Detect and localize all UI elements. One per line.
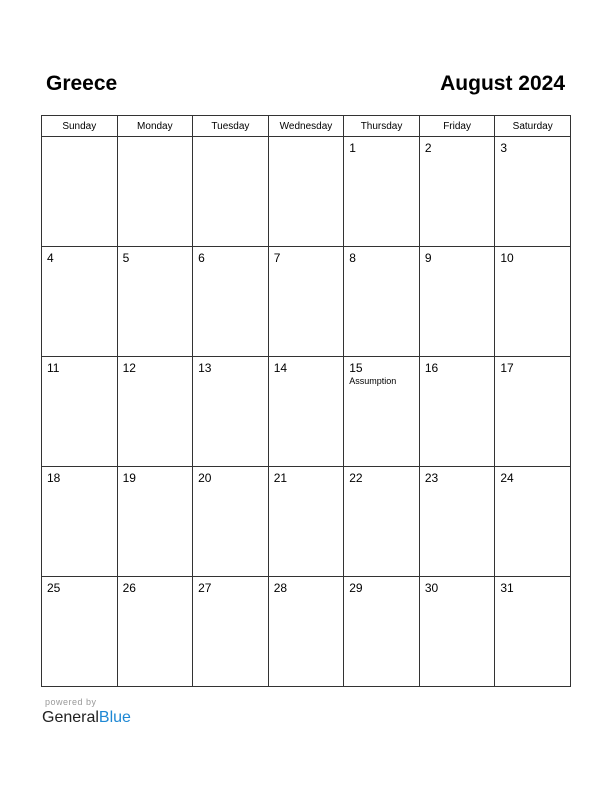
day-cell — [193, 357, 269, 467]
day-cell — [344, 357, 420, 467]
day-number: 12 — [122, 361, 136, 375]
day-cell — [419, 577, 495, 687]
day-cell — [117, 467, 193, 577]
day-cell — [268, 577, 344, 687]
day-number: 14 — [273, 361, 288, 375]
day-cell — [117, 357, 193, 467]
day-cell — [193, 577, 269, 687]
weekday-sunday: Sunday — [42, 116, 118, 137]
day-cell — [42, 247, 118, 357]
logo-blue-text: Blue — [98, 709, 131, 726]
day-cell — [419, 137, 495, 247]
day-cell — [193, 467, 269, 577]
day-number: 20 — [198, 471, 212, 485]
day-number: 19 — [122, 471, 136, 485]
day-cell — [344, 467, 420, 577]
day-number: 29 — [349, 581, 363, 595]
day-number: 5 — [122, 251, 130, 265]
day-cell — [117, 137, 193, 247]
day-cell — [419, 247, 495, 357]
holiday-label: Assumption — [349, 376, 397, 386]
day-cell — [193, 137, 269, 247]
weekday-header-row — [42, 116, 571, 137]
day-cell — [117, 247, 193, 357]
day-number — [193, 137, 268, 141]
day-cell — [495, 247, 571, 357]
day-number — [118, 137, 193, 141]
day-cell — [117, 577, 193, 687]
day-cell — [344, 577, 420, 687]
day-cell — [495, 467, 571, 577]
week-row — [42, 357, 571, 467]
weekday-wednesday: Wednesday — [268, 116, 344, 137]
day-number: 8 — [349, 251, 356, 265]
day-number: 31 — [500, 581, 514, 595]
day-cell — [344, 247, 420, 357]
day-number — [269, 137, 344, 141]
day-number: 21 — [273, 471, 288, 485]
day-number: 17 — [500, 361, 514, 375]
day-cell — [268, 357, 344, 467]
day-cell — [495, 357, 571, 467]
day-number: 26 — [122, 581, 136, 595]
day-number: 13 — [198, 361, 212, 375]
day-number: 22 — [349, 471, 363, 485]
day-number: 10 — [500, 251, 514, 265]
day-number: 1 — [349, 141, 356, 155]
day-number: 23 — [424, 471, 439, 485]
day-cell — [495, 137, 571, 247]
week-row — [42, 577, 571, 687]
day-number: 7 — [273, 251, 281, 265]
day-cell — [268, 137, 344, 247]
day-number: 6 — [198, 251, 205, 265]
day-cell — [344, 137, 420, 247]
weekday-thursday: Thursday — [344, 116, 420, 137]
weekday-saturday: Saturday — [495, 116, 571, 137]
day-number: 27 — [198, 581, 212, 595]
day-number: 9 — [424, 251, 432, 265]
month-year-title: August 2024 — [440, 72, 565, 95]
week-row — [42, 137, 571, 247]
day-number: 11 — [47, 361, 60, 375]
week-row — [42, 247, 571, 357]
day-cell — [42, 357, 118, 467]
calendar-grid — [41, 115, 571, 687]
day-cell — [268, 247, 344, 357]
country-title: Greece — [46, 72, 118, 95]
day-number: 30 — [424, 581, 439, 595]
day-cell — [268, 467, 344, 577]
day-number: 4 — [47, 251, 54, 265]
week-row — [42, 467, 571, 577]
day-cell — [42, 577, 118, 687]
day-cell — [42, 137, 118, 247]
day-cell — [419, 357, 495, 467]
powered-by-text: powered by — [45, 697, 97, 707]
weekday-monday: Monday — [117, 116, 193, 137]
day-cell — [495, 577, 571, 687]
weekday-friday: Friday — [419, 116, 495, 137]
logo-general-text: General — [42, 709, 99, 726]
day-cell — [193, 247, 269, 357]
day-number: 15 — [349, 361, 363, 375]
day-cell — [419, 467, 495, 577]
day-number: 24 — [500, 471, 514, 485]
day-cell — [42, 467, 118, 577]
day-number: 16 — [424, 361, 439, 375]
day-number: 3 — [500, 141, 508, 155]
day-number: 2 — [424, 141, 432, 155]
day-number — [42, 137, 117, 141]
generalblue-logo[interactable] — [42, 708, 131, 728]
day-number: 18 — [47, 471, 61, 485]
day-number: 28 — [273, 581, 288, 595]
weekday-tuesday: Tuesday — [193, 116, 269, 137]
day-number: 25 — [47, 581, 61, 595]
